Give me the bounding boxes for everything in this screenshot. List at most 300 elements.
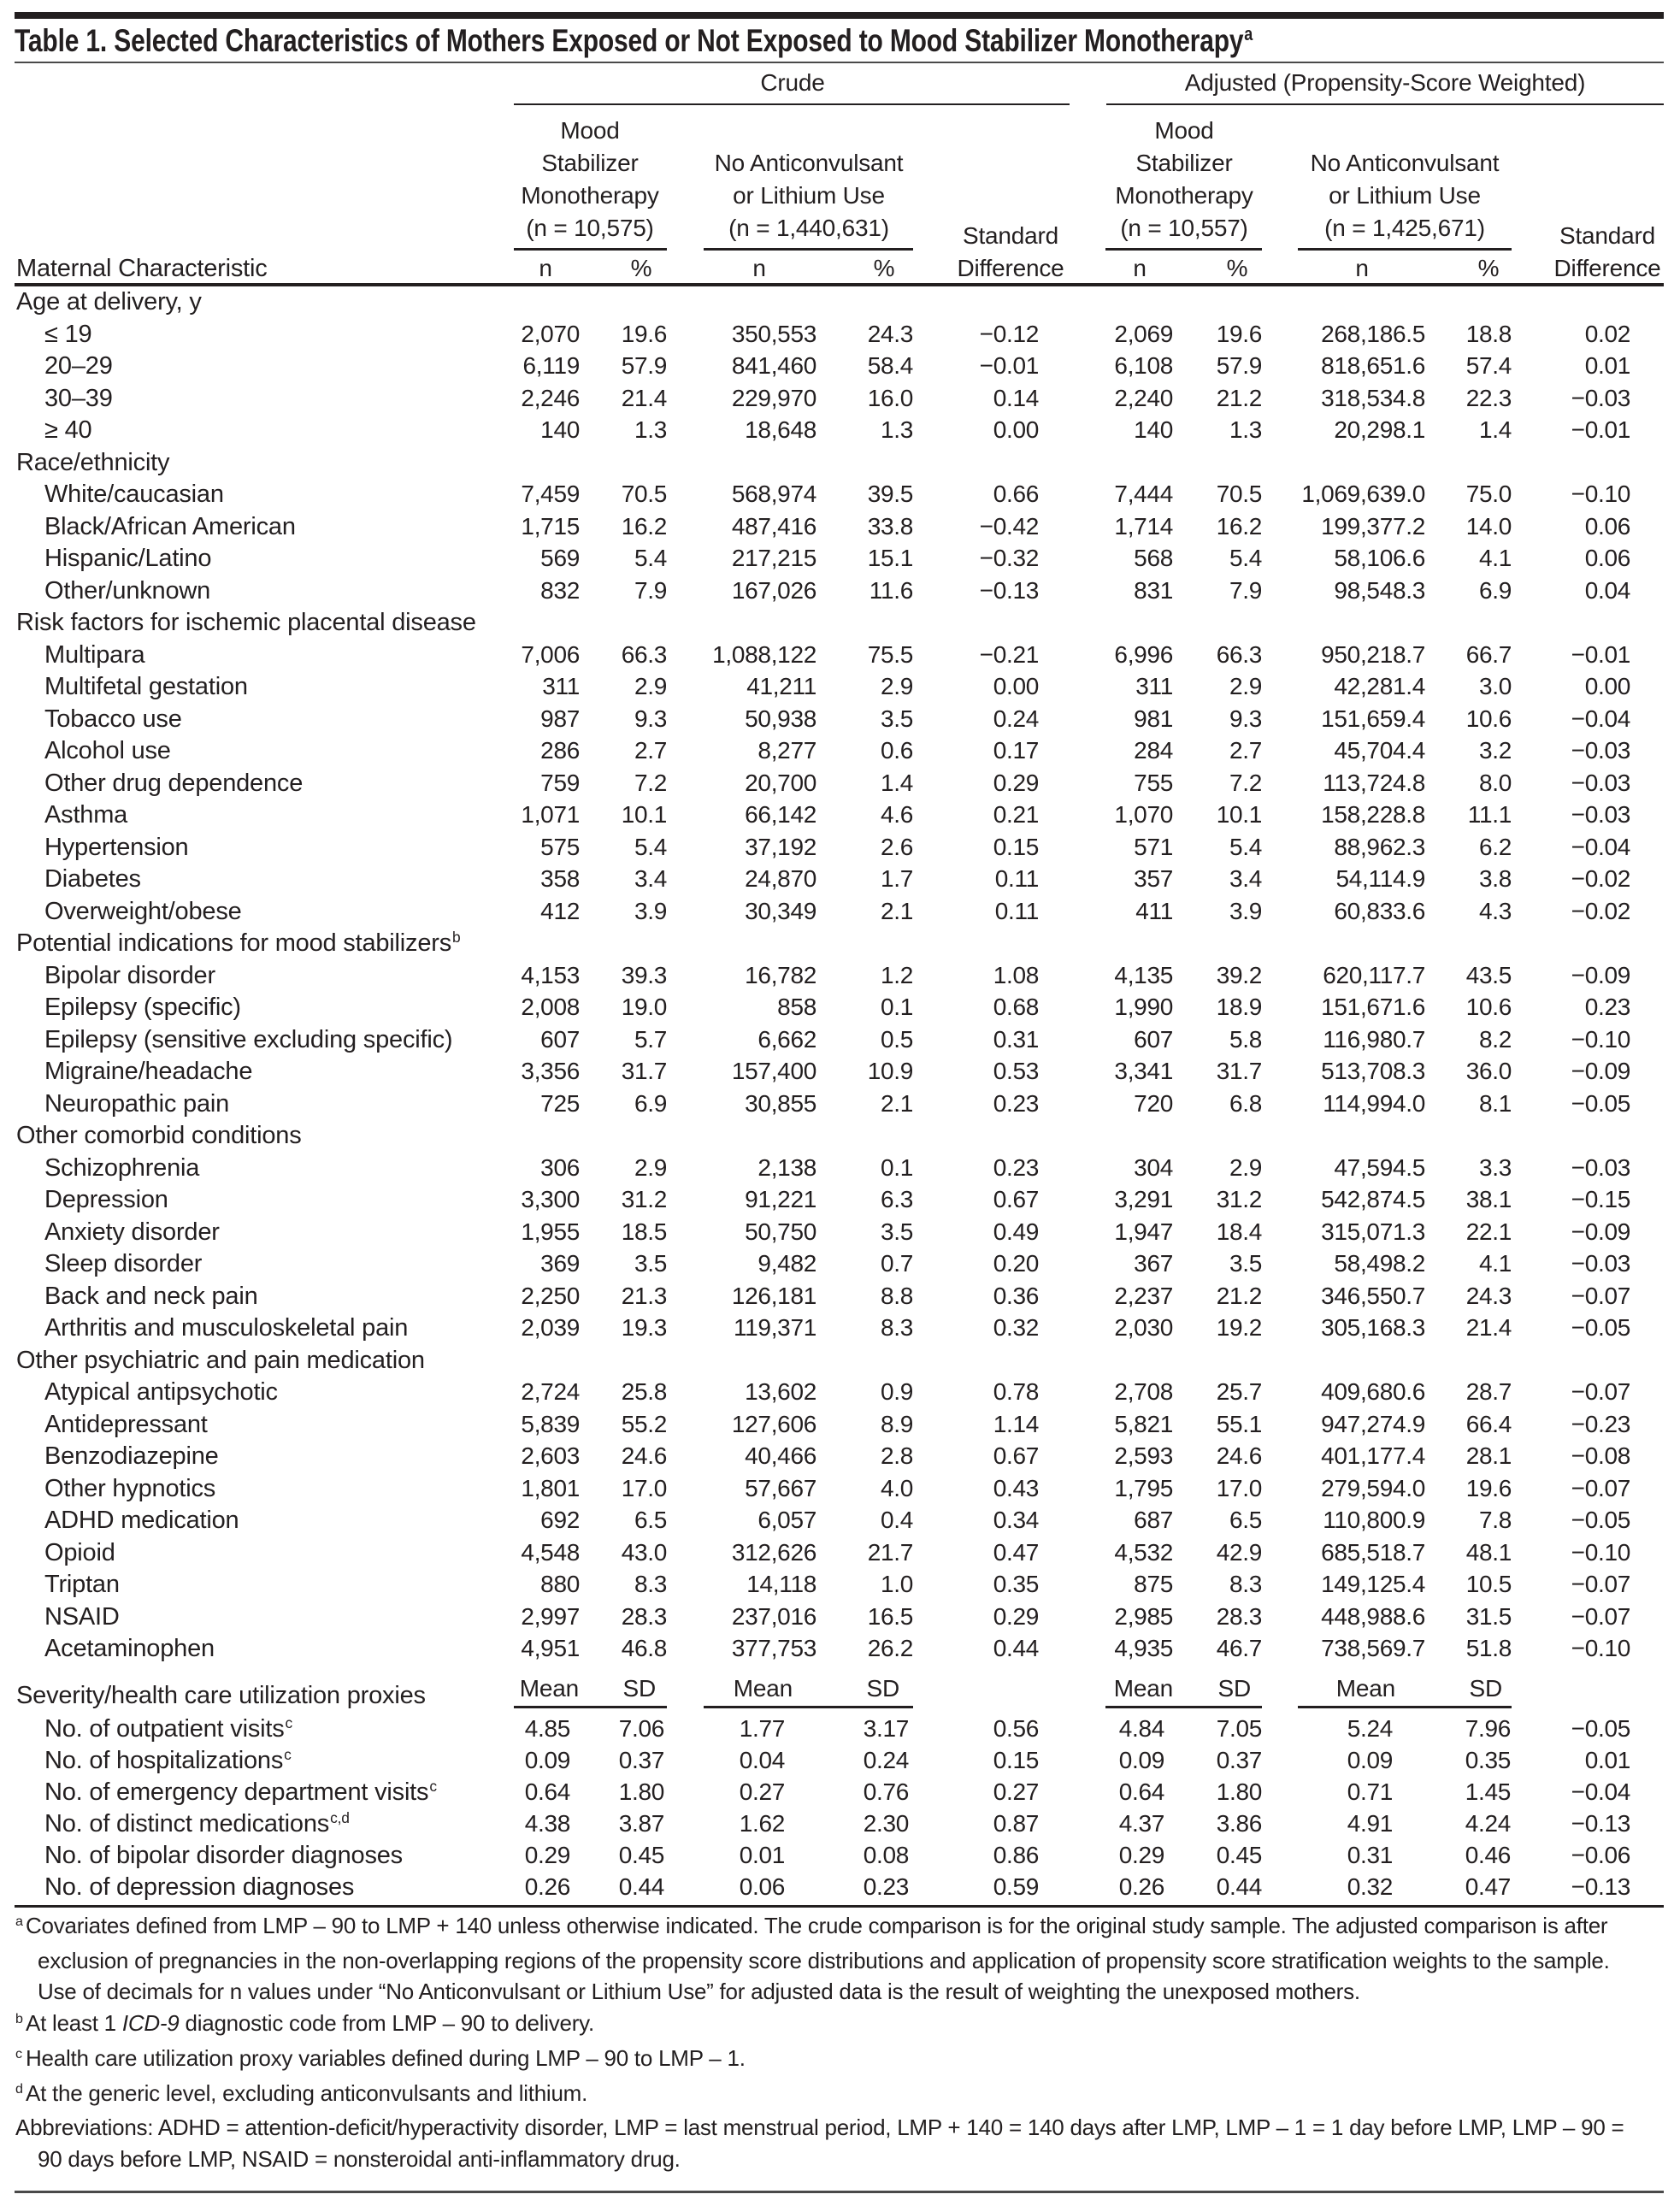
table-row [0,734,1680,767]
column-group-header-line: (n = 10,557) [1120,215,1248,241]
cell-crude-unexposed-mean: 1.62 [739,1810,785,1837]
cell-adjusted-exposed-mean: 0.64 [1118,1778,1164,1805]
cell-crude-exposed-pct: 18.5 [621,1218,667,1245]
cell-adjusted-exposed-n: 568 [1134,545,1173,571]
header-bottom-rule [15,283,1664,286]
table-row [0,1376,1680,1408]
cell-adjusted-exposed-pct: 25.7 [1216,1378,1262,1405]
footnote-text: At least 1 [26,2010,122,2037]
column-group-header-line: Stabilizer [541,150,639,176]
cell-adjusted-unexposed-pct: 8.1 [1478,1089,1512,1117]
row-label [44,1280,258,1312]
cell-adjusted-unexposed-pct: 11.1 [1467,801,1512,828]
row-label-header: Maternal Characteristic [16,255,268,282]
cell-crude-std-diff: −0.01 [979,352,1039,379]
cell-adjusted-unexposed-n: 947,274.9 [1321,1410,1425,1437]
cell-adjusted-unexposed-n: 513,708.3 [1321,1058,1425,1084]
cell-crude-std-diff: 0.78 [993,1378,1039,1405]
cell-adjusted-std-diff: −0.23 [1571,1410,1630,1437]
cell-adjusted-std-diff: −0.01 [1571,640,1630,668]
row-label-text: Opioid [44,1538,115,1566]
cell-adjusted-exposed-pct: 28.3 [1216,1602,1262,1630]
column-group-header-line: No Anticonvulsant [714,150,904,176]
row-label-text: Arthritis and musculoskeletal pain [44,1314,409,1342]
cell-adjusted-unexposed-n: 98,548.3 [1334,576,1425,604]
cell-adjusted-unexposed-pct: 3.3 [1478,1153,1512,1181]
cell-adjusted-unexposed-mean: 0.32 [1347,1873,1393,1900]
cell-crude-unexposed-n: 126,181 [731,1282,816,1309]
cell-adjusted-exposed-n: 720 [1134,1089,1173,1117]
cell-adjusted-unexposed-n: 542,874.5 [1321,1186,1425,1212]
cell-crude-exposed-n: 4,153 [521,961,580,988]
cell-adjusted-exposed-n: 831 [1134,576,1173,604]
cell-adjusted-exposed-n: 5,821 [1114,1410,1173,1437]
cell-crude-unexposed-pct: 0.9 [880,1378,913,1405]
cell-crude-exposed-n: 7,459 [521,481,580,507]
row-label-text: Other hypnotics [44,1474,216,1502]
cell-crude-unexposed-n: 30,855 [745,1089,816,1117]
column-label-percent: % [1477,255,1500,281]
row-label [44,1871,354,1903]
severity-section-header: Severity/health care utilization proxies [16,1682,426,1709]
cell-crude-unexposed-n: 37,192 [745,833,816,860]
cell-adjusted-unexposed-pct: 18.8 [1465,320,1512,347]
cell-crude-unexposed-n: 6,057 [757,1507,816,1533]
cell-crude-exposed-mean: 0.09 [524,1747,570,1773]
row-label [44,703,182,735]
cell-crude-exposed-pct: 6.5 [634,1507,667,1533]
cell-crude-exposed-n: 3,300 [521,1186,580,1212]
row-label [44,318,91,351]
section-header [16,1344,425,1377]
cell-adjusted-unexposed-sd: 0.46 [1465,1842,1511,1868]
cell-adjusted-unexposed-pct: 4.3 [1478,897,1512,924]
cell-crude-unexposed-n: 312,626 [731,1538,816,1566]
cell-crude-exposed-sd: 0.37 [618,1747,664,1773]
title-footnote-marker: a [1244,22,1253,44]
cell-adjusted-std-diff: −0.05 [1571,1314,1630,1341]
cell-adjusted-std-diff: −0.09 [1571,961,1630,988]
cell-crude-std-diff: −0.42 [979,512,1039,540]
column-group-header-line: Monotherapy [1115,182,1253,209]
cell-crude-std-diff: 0.44 [993,1635,1039,1661]
cell-adjusted-std-diff: −0.10 [1571,481,1630,507]
cell-crude-std-diff: 0.87 [993,1810,1039,1837]
cell-adjusted-unexposed-pct: 10.5 [1465,1571,1512,1597]
cell-adjusted-unexposed-mean: 0.09 [1347,1747,1393,1773]
table-title-text: Table 1. Selected Characteristics of Mothers Exposed or Not Exposed to Mood Stabilizer Monotherapy [15,23,1244,58]
row-label [44,863,141,895]
cell-crude-unexposed-sd: 0.23 [863,1873,909,1900]
cell-crude-unexposed-pct: 21.7 [867,1538,913,1566]
cell-crude-unexposed-n: 8,277 [757,737,816,764]
table-row [0,895,1680,928]
row-label [44,734,171,767]
cell-adjusted-std-diff: −0.08 [1571,1442,1630,1469]
cell-crude-unexposed-n: 377,753 [731,1635,816,1661]
row-label [44,1216,220,1248]
cell-adjusted-exposed-pct: 6.8 [1229,1089,1262,1117]
cell-crude-exposed-pct: 5.7 [634,1025,667,1053]
cell-adjusted-exposed-n: 3,341 [1114,1058,1173,1084]
cell-crude-unexposed-n: 57,667 [745,1474,816,1501]
cell-adjusted-std-diff: 0.06 [1584,545,1630,571]
row-label [44,1601,120,1633]
cell-crude-unexposed-pct: 11.6 [869,576,913,604]
cell-crude-unexposed-n: 16,782 [745,961,816,988]
table-row [0,478,1680,510]
cell-crude-unexposed-n: 568,974 [731,481,816,507]
cell-adjusted-std-diff: −0.04 [1571,1778,1630,1805]
cell-adjusted-unexposed-sd: 4.24 [1465,1810,1511,1837]
row-label [44,1312,408,1344]
cell-crude-std-diff: 0.21 [993,801,1039,828]
cell-adjusted-unexposed-n: 116,980.7 [1323,1025,1425,1053]
column-label-n: n [1355,255,1369,281]
footnote-marker: c [284,1745,292,1763]
cell-crude-unexposed-pct: 1.3 [880,416,913,443]
table-row [0,414,1680,446]
cell-adjusted-unexposed-pct: 1.4 [1478,416,1512,443]
cell-adjusted-exposed-pct: 3.4 [1229,865,1262,892]
row-label-text: Asthma [44,801,128,829]
subgroup-underline [704,248,913,251]
cell-adjusted-unexposed-pct: 28.7 [1465,1378,1512,1405]
row-label-text: Other drug dependence [44,769,304,797]
table-row [0,799,1680,831]
cell-crude-std-diff: 1.08 [993,961,1039,988]
table-row [0,1248,1680,1280]
cell-crude-unexposed-pct: 3.5 [880,705,913,732]
row-label-text: Epilepsy (sensitive excluding specific) [44,1025,453,1053]
cell-adjusted-exposed-pct: 2.7 [1229,737,1262,764]
column-group-header-line: Monotherapy [521,182,659,209]
row-label-text: Multipara [44,640,145,669]
cell-adjusted-unexposed-pct: 4.1 [1478,1250,1512,1277]
cell-adjusted-unexposed-pct: 36.0 [1465,1058,1512,1084]
subgroup-underline [514,248,667,251]
table-row [0,1504,1680,1537]
cell-adjusted-exposed-n: 2,069 [1114,320,1173,347]
cell-crude-unexposed-n: 119,371 [733,1314,816,1341]
table-row [0,1216,1680,1248]
cell-adjusted-unexposed-pct: 19.6 [1465,1474,1512,1501]
cell-adjusted-unexposed-mean: 0.71 [1347,1778,1393,1805]
cell-adjusted-exposed-n: 607 [1134,1025,1173,1053]
column-label-percent: % [1226,255,1248,281]
column-group-header-line: (n = 10,575) [526,215,654,241]
cell-adjusted-exposed-pct: 24.6 [1216,1442,1262,1469]
cell-crude-std-diff: −0.21 [979,640,1039,668]
cell-crude-std-diff: 0.15 [993,1747,1039,1773]
cell-adjusted-exposed-sd: 3.86 [1216,1810,1262,1837]
cell-adjusted-std-diff: −0.07 [1571,1474,1630,1501]
mean-sd-underline [1105,1706,1262,1708]
row-label-text: Triptan [44,1571,120,1598]
table-row [0,510,1680,543]
table-title [15,24,1253,58]
column-group-header-line: (n = 1,440,631) [728,215,889,241]
cell-crude-exposed-n: 140 [540,416,580,443]
cell-crude-exposed-mean: 0.26 [524,1873,570,1900]
cell-crude-exposed-pct: 3.4 [634,865,667,892]
standard-difference-header-line: Difference [1553,255,1661,281]
cell-crude-std-diff: 0.11 [994,897,1039,924]
footnotes [15,1910,1644,2175]
cell-adjusted-exposed-sd: 0.37 [1216,1747,1262,1773]
table-row [0,1839,1680,1872]
cell-crude-exposed-n: 4,548 [521,1538,580,1566]
cell-adjusted-exposed-pct: 2.9 [1229,673,1262,699]
cell-adjusted-exposed-mean: 0.29 [1118,1842,1164,1868]
cell-adjusted-exposed-n: 357 [1134,865,1173,892]
cell-adjusted-std-diff: −0.04 [1571,705,1630,732]
cell-crude-std-diff: 0.56 [993,1715,1039,1742]
cell-adjusted-unexposed-n: 685,518.7 [1321,1538,1425,1566]
cell-adjusted-unexposed-pct: 38.1 [1465,1186,1512,1212]
column-group-header-line: No Anticonvulsant [1310,150,1500,176]
cell-adjusted-exposed-pct: 42.9 [1216,1538,1262,1566]
cell-crude-exposed-mean: 4.85 [524,1715,570,1742]
cell-crude-exposed-pct: 6.9 [634,1089,667,1117]
cell-crude-unexposed-pct: 0.7 [880,1250,913,1277]
cell-crude-unexposed-n: 20,700 [745,769,816,796]
cell-crude-exposed-pct: 55.2 [621,1410,667,1437]
cell-crude-unexposed-pct: 2.1 [880,1089,913,1117]
table-row [0,575,1680,607]
column-label-mean: Mean [1113,1675,1173,1702]
footnote-marker: c [15,2045,22,2061]
cell-crude-unexposed-pct: 2.9 [880,673,913,699]
cell-crude-std-diff: 0.32 [993,1314,1039,1341]
cell-adjusted-unexposed-pct: 22.1 [1465,1218,1512,1245]
cell-crude-unexposed-n: 24,870 [745,865,816,892]
cell-crude-unexposed-n: 40,466 [745,1442,816,1469]
row-label-text: Bipolar disorder [44,961,215,989]
table-row [0,542,1680,575]
cell-adjusted-exposed-n: 411 [1135,897,1173,924]
cell-crude-exposed-pct: 2.7 [634,737,667,764]
cell-adjusted-exposed-n: 1,070 [1114,801,1173,828]
table-row [0,639,1680,671]
row-label [44,1408,208,1441]
cell-crude-exposed-pct: 19.6 [621,320,667,347]
section-header [16,1119,302,1152]
section-header-label: Race/ethnicity [16,448,170,476]
cell-crude-unexposed-pct: 6.3 [880,1186,913,1212]
cell-crude-unexposed-pct: 3.5 [880,1218,913,1245]
row-label [44,575,210,607]
table-row [0,1601,1680,1633]
cell-crude-exposed-pct: 10.1 [621,801,667,828]
table-row [0,1808,1680,1840]
table-bottom-rule [15,1905,1664,1908]
cell-crude-exposed-n: 2,603 [521,1442,580,1469]
cell-crude-exposed-pct: 43.0 [621,1538,667,1566]
cell-adjusted-exposed-pct: 31.7 [1216,1058,1262,1084]
cell-crude-exposed-n: 1,715 [521,512,580,540]
cell-crude-exposed-pct: 3.5 [634,1250,667,1277]
cell-adjusted-exposed-n: 2,240 [1114,384,1173,411]
table-row [0,863,1680,895]
cell-adjusted-unexposed-n: 151,659.4 [1321,705,1425,732]
column-label-n: n [539,255,552,281]
cell-adjusted-unexposed-pct: 7.8 [1478,1507,1512,1533]
row-label [44,1537,115,1569]
row-label [44,767,303,799]
cell-adjusted-exposed-n: 6,108 [1114,352,1173,379]
section-header [16,606,476,639]
cell-adjusted-exposed-n: 2,030 [1114,1314,1173,1341]
cell-crude-unexposed-n: 350,553 [731,320,816,347]
row-label-text: Depression [44,1186,168,1213]
cell-adjusted-unexposed-n: 158,228.8 [1321,801,1425,828]
cell-adjusted-std-diff: −0.10 [1571,1025,1630,1053]
cell-crude-exposed-pct: 19.3 [621,1314,667,1341]
cell-adjusted-exposed-sd: 1.80 [1216,1778,1262,1805]
cell-adjusted-std-diff: −0.03 [1571,1153,1630,1181]
crude-group-header: Crude [760,69,825,96]
row-label [44,1713,292,1745]
cell-adjusted-unexposed-n: 151,671.6 [1321,994,1425,1020]
row-label [44,1472,215,1505]
abbreviations-note [15,2112,1644,2174]
cell-crude-unexposed-n: 13,602 [745,1378,816,1405]
cell-crude-unexposed-sd: 2.30 [863,1810,909,1837]
row-label-text: Hispanic/Latino [44,545,212,572]
table-row [0,1440,1680,1472]
cell-adjusted-exposed-mean: 0.26 [1118,1873,1164,1900]
footnote-d [15,2078,1644,2113]
cell-adjusted-std-diff: 0.06 [1584,512,1630,540]
row-label-text: Sleep disorder [44,1250,203,1277]
row-label [44,1055,252,1088]
cell-crude-std-diff: 0.29 [993,1602,1039,1630]
cell-crude-exposed-n: 692 [540,1507,580,1533]
cell-crude-unexposed-pct: 24.3 [867,320,913,347]
cell-crude-exposed-n: 2,724 [521,1378,580,1405]
column-label-n: n [752,255,766,281]
row-label-text: Diabetes [44,865,141,893]
cell-crude-unexposed-sd: 3.17 [863,1715,909,1742]
cell-crude-unexposed-pct: 16.0 [867,384,913,411]
cell-crude-std-diff: 0.23 [993,1153,1039,1181]
cell-crude-exposed-n: 2,250 [521,1282,580,1309]
footnote-text: At the generic level, excluding anticonvulsants and lithium. [26,2079,588,2106]
cell-adjusted-exposed-n: 1,795 [1114,1474,1173,1501]
cell-adjusted-unexposed-n: 818,651.6 [1321,352,1425,379]
cell-crude-exposed-pct: 9.3 [634,705,667,732]
cell-crude-exposed-n: 1,801 [521,1474,580,1501]
cell-adjusted-std-diff: −0.04 [1571,833,1630,860]
page-bottom-rule [15,2191,1664,2193]
cell-crude-exposed-pct: 31.7 [621,1058,667,1084]
row-label-text: No. of distinct medications [44,1810,330,1837]
cell-adjusted-exposed-pct: 21.2 [1216,384,1262,411]
cell-crude-exposed-n: 311 [542,673,580,699]
cell-adjusted-exposed-pct: 8.3 [1229,1571,1262,1597]
column-label-mean: Mean [733,1675,793,1702]
table-row [0,1152,1680,1184]
cell-crude-exposed-pct: 28.3 [621,1602,667,1630]
cell-adjusted-unexposed-n: 401,177.4 [1321,1442,1425,1469]
cell-adjusted-exposed-pct: 19.6 [1216,320,1262,347]
cell-crude-exposed-n: 2,070 [521,320,580,347]
cell-adjusted-unexposed-pct: 57.4 [1465,352,1512,379]
footnote-marker: c [429,1777,437,1795]
cell-crude-std-diff: 0.23 [993,1089,1039,1117]
row-label-text: Atypical antipsychotic [44,1378,278,1406]
cell-adjusted-unexposed-pct: 75.0 [1465,481,1512,507]
cell-crude-unexposed-n: 50,938 [745,705,816,732]
cell-crude-unexposed-n: 858 [777,994,816,1020]
cell-adjusted-unexposed-pct: 14.0 [1465,512,1512,540]
cell-crude-std-diff: 0.49 [993,1218,1039,1245]
cell-crude-unexposed-mean: 0.01 [739,1842,785,1868]
cell-adjusted-unexposed-n: 620,117.7 [1323,961,1425,988]
cell-crude-exposed-pct: 2.9 [634,1153,667,1181]
cell-crude-std-diff: 0.43 [993,1474,1039,1501]
column-label-mean: Mean [1335,1675,1395,1702]
cell-crude-std-diff: 0.31 [993,1025,1039,1053]
row-label-text: No. of emergency department visits [44,1778,429,1806]
top-thick-rule [15,12,1664,19]
cell-adjusted-unexposed-pct: 8.0 [1478,769,1512,796]
table-row [0,831,1680,864]
cell-adjusted-unexposed-n: 47,594.5 [1334,1153,1425,1181]
cell-crude-std-diff: 0.34 [993,1507,1039,1533]
cell-adjusted-std-diff: −0.03 [1571,769,1630,796]
cell-crude-exposed-pct: 17.0 [621,1474,667,1501]
cell-adjusted-unexposed-pct: 66.7 [1465,640,1512,668]
footnote-marker: d [15,2080,23,2097]
row-label-text: No. of depression diagnoses [44,1873,355,1901]
cell-adjusted-exposed-pct: 57.9 [1216,352,1262,379]
cell-adjusted-std-diff: −0.03 [1571,384,1630,411]
cell-adjusted-unexposed-n: 318,534.8 [1321,384,1425,411]
row-label [44,1023,452,1056]
cell-adjusted-exposed-pct: 1.3 [1229,416,1262,443]
cell-adjusted-exposed-n: 571 [1134,833,1173,860]
cell-adjusted-unexposed-pct: 8.2 [1478,1025,1512,1053]
cell-adjusted-unexposed-n: 409,680.6 [1321,1378,1425,1405]
footnote-c [15,2043,1644,2078]
cell-adjusted-exposed-n: 4,935 [1114,1635,1173,1661]
cell-crude-unexposed-pct: 8.8 [880,1282,913,1309]
cell-adjusted-unexposed-n: 58,498.2 [1334,1250,1425,1277]
cell-crude-unexposed-pct: 0.1 [880,994,913,1020]
cell-crude-exposed-n: 880 [540,1571,580,1597]
column-group-header-line: or Lithium Use [1329,182,1481,209]
column-label-sd: SD [1469,1675,1502,1702]
cell-crude-exposed-pct: 39.3 [621,961,667,988]
cell-adjusted-exposed-pct: 17.0 [1216,1474,1262,1501]
cell-adjusted-exposed-n: 981 [1134,705,1173,732]
table-row [0,1776,1680,1808]
cell-crude-exposed-pct: 7.2 [634,769,667,796]
standard-difference-header-line: Standard [962,222,1059,249]
cell-crude-unexposed-pct: 2.8 [880,1442,913,1469]
row-label-text: NSAID [44,1602,120,1631]
cell-adjusted-unexposed-n: 305,168.3 [1321,1314,1425,1341]
cell-adjusted-std-diff: −0.07 [1571,1602,1630,1630]
cell-adjusted-exposed-pct: 39.2 [1216,961,1262,988]
cell-crude-unexposed-n: 50,750 [745,1218,816,1245]
cell-adjusted-std-diff: −0.05 [1571,1507,1630,1533]
cell-crude-unexposed-n: 157,400 [731,1058,816,1084]
cell-crude-unexposed-sd: 0.76 [863,1778,909,1805]
cell-adjusted-unexposed-pct: 6.2 [1478,833,1512,860]
